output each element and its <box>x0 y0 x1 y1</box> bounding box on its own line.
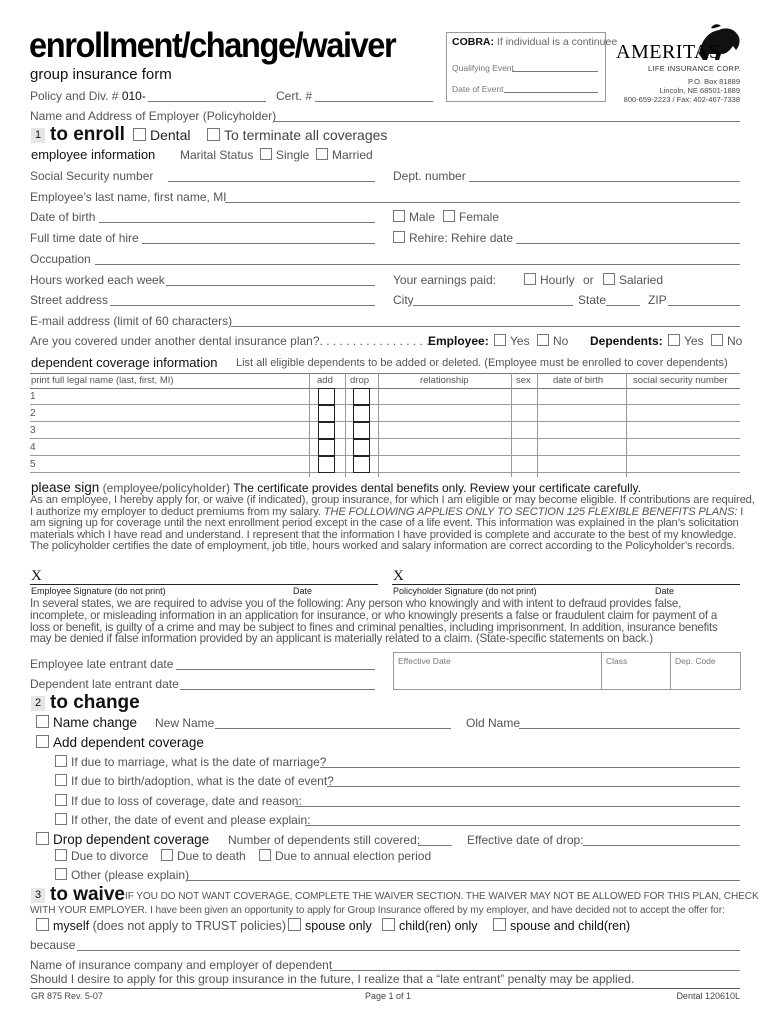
table-row <box>30 404 740 422</box>
street-label: Street address <box>30 293 109 307</box>
policyholder-signature-field[interactable] <box>392 584 740 585</box>
drop-checkbox[interactable] <box>353 439 370 456</box>
zip-label: ZIP <box>648 293 667 307</box>
insurance-company-field[interactable] <box>330 970 740 971</box>
policyholder-signature-label: Policyholder Signature (do not print) <box>393 586 537 596</box>
dependents-table <box>30 373 740 477</box>
add-dependent-checkbox[interactable]: Add dependent coverage <box>36 735 204 750</box>
dental-checkbox[interactable]: Dental <box>133 127 190 143</box>
section-number: 1 <box>31 128 45 143</box>
num-dependents-field[interactable] <box>418 845 452 846</box>
fulltime-hire-field[interactable] <box>142 243 375 244</box>
other-field[interactable] <box>305 825 740 826</box>
column-header-sex: sex <box>516 375 531 386</box>
fulltime-hire-label: Full time date of hire <box>30 231 139 245</box>
rehire-checkbox[interactable]: Rehire: Rehire date <box>393 231 513 245</box>
marital-status-label: Marital Status <box>180 148 254 162</box>
company-name: AMERITAS <box>616 41 721 63</box>
waive-section-heading <box>31 884 125 906</box>
or-label: or <box>583 273 594 287</box>
male-checkbox[interactable]: Male <box>393 210 435 224</box>
hours-label: Hours worked each week <box>30 273 165 287</box>
waive-spouse-children-checkbox[interactable]: spouse and child(ren) <box>493 918 630 933</box>
form-title: enrollment/change/waiver <box>29 26 396 65</box>
because-label: because <box>30 938 76 952</box>
fraud-warning: In several states, we are required to advise you of the following: Any person who knowingly and with intent to defraud provides false, incomplete, or misleading information in an application for insurance, or who knowingly presents a false or fraudulent claim for payment of a loss or benefit, is guilty of a crime and may be subject to fines and criminal penalties, including imprisonment. In addition, insurance benefits may be denied if false information provided by an applicant is materially related to a claim. (State-specific statements on back.) <box>30 597 718 646</box>
birth-date-field[interactable] <box>327 786 740 787</box>
authorization-paragraph: As an employee, I hereby apply for, or waive (if indicated), group insurance, for which I am eligible or may become eligible. If contributions are required, I authorize my employer to deduct premiums from my salary. THE FOLLOWING APPLIES ONLY TO SECTION 125 FLEXIBLE BENEFITS PLANS: I am signing up for coverage until the next enrollment period except in the case of a life event. This information was explained in the plan’s solicitation materials which I have read and understand. I represent that the information I have provided is complete and accurate to the best of my knowledge. The policyholder certifies the date of employment, job title, hours worked and salary information are correct according to the Policyholder’s records. <box>30 494 755 552</box>
column-header-dob: date of birth <box>553 375 604 386</box>
form-number: GR 875 Rev. 5-07 <box>31 991 103 1001</box>
row-number: 3 <box>30 425 36 436</box>
state-label: State <box>578 293 607 307</box>
employee-date-label: Date <box>293 586 313 596</box>
divorce-checkbox[interactable]: Due to divorce <box>55 849 148 863</box>
dependent-coverage-heading: dependent coverage information <box>31 355 218 370</box>
cert-label: Cert. # <box>276 89 313 103</box>
email-label: E-mail address (limit of 60 characters) <box>30 314 233 328</box>
section-number: 2 <box>31 696 45 711</box>
qualifying-event-label: Qualifying Event <box>452 63 514 73</box>
new-name-field[interactable] <box>215 728 451 729</box>
column-header-ssn: social security number <box>633 375 728 386</box>
ssn-field[interactable] <box>168 181 375 182</box>
state-field[interactable] <box>606 305 640 306</box>
old-name-label: Old Name <box>466 716 521 730</box>
drop-dependent-checkbox[interactable]: Drop dependent coverage <box>36 832 209 847</box>
late-entrant-notice: Should I desire to apply for this group insurance in the future, I realize that a “late entrant” penalty may be applied. <box>30 972 635 986</box>
zip-field[interactable] <box>668 305 740 306</box>
loss-field[interactable] <box>295 806 740 807</box>
waive-children-checkbox[interactable]: child(ren) only <box>382 918 478 933</box>
please-sign-heading: please sign (employee/policyholder) The certificate provides dental benefits only. Review your certificate carefully. <box>31 480 641 495</box>
hourly-checkbox[interactable]: Hourly <box>524 273 575 287</box>
birth-checkbox[interactable]: If due to birth/adoption, what is the date of event? <box>55 774 334 788</box>
single-checkbox[interactable]: Single <box>260 148 309 162</box>
death-checkbox[interactable]: Due to death <box>161 849 246 863</box>
dependents-label: Dependents: <box>590 334 663 348</box>
occupation-field[interactable] <box>95 264 740 265</box>
other-explain-checkbox[interactable]: Other (please explain) <box>55 868 189 882</box>
employee-name-label: Employee’s last name, first name, MI <box>30 190 227 204</box>
other-explain-field[interactable] <box>186 880 740 881</box>
company-phone: 800-659-2223 / Fax: 402-467-7338 <box>623 95 740 104</box>
table-row <box>30 421 740 439</box>
policy-field[interactable] <box>148 101 266 102</box>
city-field[interactable] <box>413 305 573 306</box>
company-tagline: LIFE INSURANCE CORP. <box>648 64 741 73</box>
change-title: to change <box>50 692 140 713</box>
column-header-name: print full legal name (last, first, MI) <box>31 375 174 386</box>
date-of-event-label: Date of Event <box>452 84 504 94</box>
enroll-title: to enroll <box>50 124 125 145</box>
form-subtitle: group insurance form <box>30 66 172 83</box>
ssn-label: Social Security number <box>30 169 154 183</box>
class-label: Class <box>606 656 628 666</box>
effective-drop-field[interactable] <box>583 845 740 846</box>
add-checkbox[interactable] <box>318 422 335 439</box>
dept-label: Dept. number <box>393 169 466 183</box>
employer-label: Name and Address of Employer (Policyholder) <box>30 109 277 123</box>
table-row <box>30 455 740 473</box>
drop-checkbox[interactable] <box>353 388 370 405</box>
waive-instructions-line1: IF YOU DO NOT WANT COVERAGE, COMPLETE THE WAIVER SECTION. THE WAIVER MAY NOT BE ALLOWED FOR THIS PLAN, CHECK <box>125 891 759 902</box>
dob-label: Date of birth <box>30 210 96 224</box>
hours-field[interactable] <box>166 285 375 286</box>
insurance-company-label: Name of insurance company and employer of dependent <box>30 958 333 972</box>
waive-spouse-checkbox[interactable]: spouse only <box>288 918 372 933</box>
enroll-section-heading <box>31 124 125 146</box>
column-header-relationship: relationship <box>420 375 469 386</box>
dependent-late-entrant-field[interactable] <box>180 689 375 690</box>
waive-title: to waive <box>50 884 125 905</box>
dependents-yes-checkbox[interactable]: Yes <box>668 334 704 348</box>
marriage-date-field[interactable] <box>320 767 740 768</box>
effective-drop-label: Effective date of drop: <box>467 833 584 847</box>
earnings-label: Your earnings paid: <box>393 273 496 287</box>
employee-label: Employee: <box>428 334 489 348</box>
change-section-heading <box>31 692 140 714</box>
dependent-late-entrant-label: Dependent late entrant date <box>30 677 179 691</box>
drop-checkbox[interactable] <box>353 405 370 422</box>
table-row <box>30 387 740 405</box>
dependent-coverage-note: List all eligible dependents to be added or deleted. (Employee must be enrolled to cover dependents) <box>236 357 728 369</box>
num-dependents-label: Number of dependents still covered: <box>228 833 421 847</box>
employee-no-checkbox[interactable]: No <box>537 334 568 348</box>
street-field[interactable] <box>110 305 375 306</box>
section-number: 3 <box>31 888 45 903</box>
salaried-checkbox[interactable]: Salaried <box>603 273 663 287</box>
employee-info-heading: employee information <box>31 147 156 162</box>
employee-signature-label: Employee Signature (do not print) <box>31 586 166 596</box>
name-change-checkbox[interactable]: Name change <box>36 715 137 730</box>
occupation-label: Occupation <box>30 252 91 266</box>
city-label: City <box>393 293 414 307</box>
terminate-checkbox[interactable]: To terminate all coverages <box>207 127 387 143</box>
qualifying-event-field[interactable] <box>512 71 598 72</box>
email-field[interactable] <box>231 326 740 327</box>
date-of-event-field[interactable] <box>504 92 598 93</box>
dependents-no-checkbox[interactable]: No <box>711 334 742 348</box>
column-header-drop: drop <box>350 375 370 386</box>
effective-date-label: Effective Date <box>398 656 451 666</box>
loss-checkbox[interactable]: If due to loss of coverage, date and reason: <box>55 794 302 808</box>
drop-checkbox[interactable] <box>353 422 370 439</box>
form-code: Dental 120610L <box>676 991 740 1001</box>
add-checkbox[interactable] <box>318 388 335 405</box>
rehire-date-field[interactable] <box>516 243 740 244</box>
new-name-label: New Name <box>155 716 215 730</box>
waive-myself-checkbox[interactable]: myself (does not apply to TRUST policies) <box>36 918 286 933</box>
dep-code-label: Dep. Code <box>675 656 716 666</box>
married-checkbox[interactable]: Married <box>316 148 373 162</box>
row-number: 4 <box>30 442 36 453</box>
add-checkbox[interactable] <box>318 439 335 456</box>
drop-checkbox[interactable] <box>353 456 370 473</box>
other-plan-label: Are you covered under another dental insurance plan?. . . . . . . . . . . . . . . . . <box>30 334 430 348</box>
dob-field[interactable] <box>99 222 375 223</box>
cobra-title: COBRA: If individual is a continuee <box>452 36 618 48</box>
policy-value: 010- <box>121 89 146 103</box>
cert-field[interactable] <box>315 101 433 102</box>
add-checkbox[interactable] <box>318 456 335 473</box>
employee-yes-checkbox[interactable]: Yes <box>494 334 530 348</box>
policy-label: Policy and Div. # 010- <box>30 89 146 103</box>
row-number: 5 <box>30 459 36 470</box>
row-number: 2 <box>30 408 36 419</box>
policyholder-date-label: Date <box>655 586 675 596</box>
employee-late-entrant-label: Employee late entrant date <box>30 657 174 671</box>
dept-field[interactable] <box>469 181 740 182</box>
column-header-add: add <box>317 375 333 386</box>
old-name-field[interactable] <box>519 728 740 729</box>
annual-election-checkbox[interactable]: Due to annual election period <box>259 849 431 863</box>
marriage-checkbox[interactable]: If due to marriage, what is the date of marriage? <box>55 755 326 769</box>
table-row <box>30 438 740 456</box>
because-field[interactable] <box>77 950 740 951</box>
waive-instructions-line2: WITH YOUR EMPLOYER. I have been given an opportunity to apply for Group Insurance offered by my employer, and have decided not to accept the offer for: <box>30 905 725 916</box>
other-checkbox[interactable]: If other, the date of event and please explain: <box>55 813 311 827</box>
employee-signature-field[interactable] <box>30 584 378 585</box>
employee-late-entrant-field[interactable] <box>176 669 375 670</box>
female-checkbox[interactable]: Female <box>443 210 499 224</box>
policyholder-x-mark: X <box>393 568 404 584</box>
employer-field[interactable] <box>273 121 740 122</box>
add-checkbox[interactable] <box>318 405 335 422</box>
company-address1: P.O. Box 81889 <box>688 77 740 86</box>
row-number: 1 <box>30 391 36 402</box>
employee-x-mark: X <box>31 568 42 584</box>
page-number: Page 1 of 1 <box>365 991 412 1001</box>
company-address2: Lincoln, NE 68501-1889 <box>659 86 740 95</box>
employee-name-field[interactable] <box>225 202 740 203</box>
